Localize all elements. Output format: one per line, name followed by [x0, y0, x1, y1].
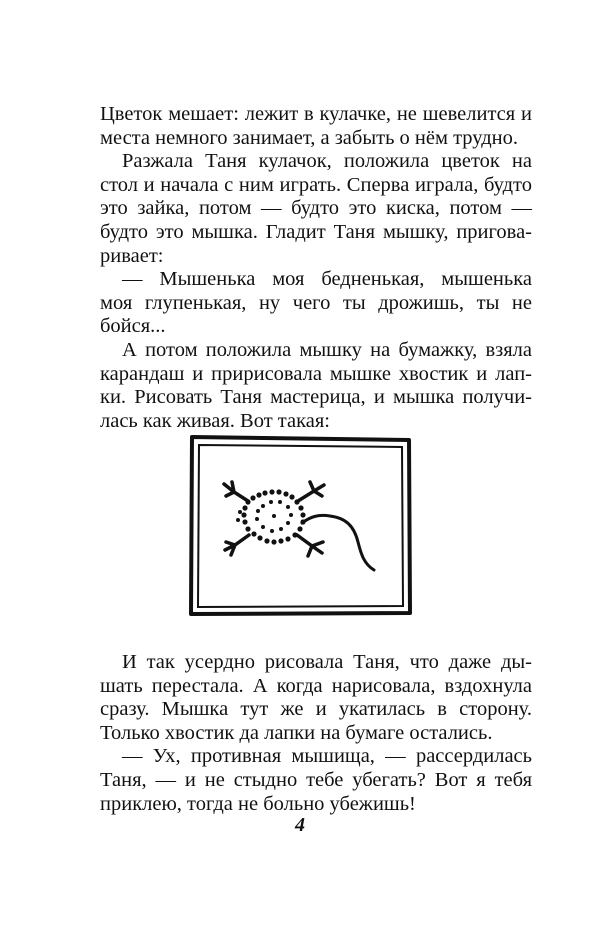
- frame-inner: [198, 445, 403, 607]
- text-line: ривает:: [100, 244, 164, 267]
- text-line: — Ух, противная мышища, — рассердилась: [122, 745, 532, 768]
- text-line: моя глупенькая, ну чего ты дрожишь, ты не: [100, 291, 532, 314]
- text-line: — Мышенька моя бедненькая, мышенька: [122, 268, 532, 291]
- mouse-drawing: [188, 434, 413, 617]
- text-line: ки. Рисовать Таня мастерица, и мышка получи-: [100, 386, 532, 409]
- story-text-top: [100, 103, 532, 433]
- text-line: лась как живая. Вот такая:: [100, 409, 330, 432]
- text-line: Только хвостик да лапки на бумаге остались.: [100, 721, 493, 744]
- text-line: карандаш и пририсовала мышке хвостик и лап-: [100, 362, 532, 385]
- page-number: 4: [295, 814, 305, 836]
- text-line: стол и начала с ним играть. Сперва играла, будто: [100, 173, 532, 196]
- text-line: места немного занимает, а забыть о нём трудно.: [100, 126, 519, 149]
- text-line: Разжала Таня кулачок, положила цветок на: [122, 150, 532, 173]
- text-line: это зайка, потом — будто это киска, потом —: [100, 197, 532, 220]
- mouse-tail: [302, 515, 374, 570]
- text-line: Цветок мешает: лежит в кулачке, не шевелится и: [100, 103, 532, 125]
- text-line: бойся...: [100, 315, 166, 338]
- text-line: будто это мышка. Гладит Таня мышку, пригова-: [100, 220, 532, 243]
- text-line: А потом положила мышку на бумажку, взяла: [122, 338, 532, 361]
- text-line: приклею, тогда не больно убежишь!: [100, 792, 416, 815]
- text-line: И так усердно рисовала Таня, что даже ды-: [122, 651, 532, 673]
- text-line: шать перестала. А когда нарисовала, вздохнула: [100, 674, 532, 697]
- frame-outer: [191, 437, 410, 614]
- mouse-drawing-figure: [188, 434, 413, 617]
- story-text-bottom: [100, 651, 532, 816]
- text-line: сразу. Мышка тут же и укатилась в сторону.: [100, 698, 532, 721]
- text-line: Таня, — и не стыдно тебе убегать? Вот я тебя: [100, 768, 532, 791]
